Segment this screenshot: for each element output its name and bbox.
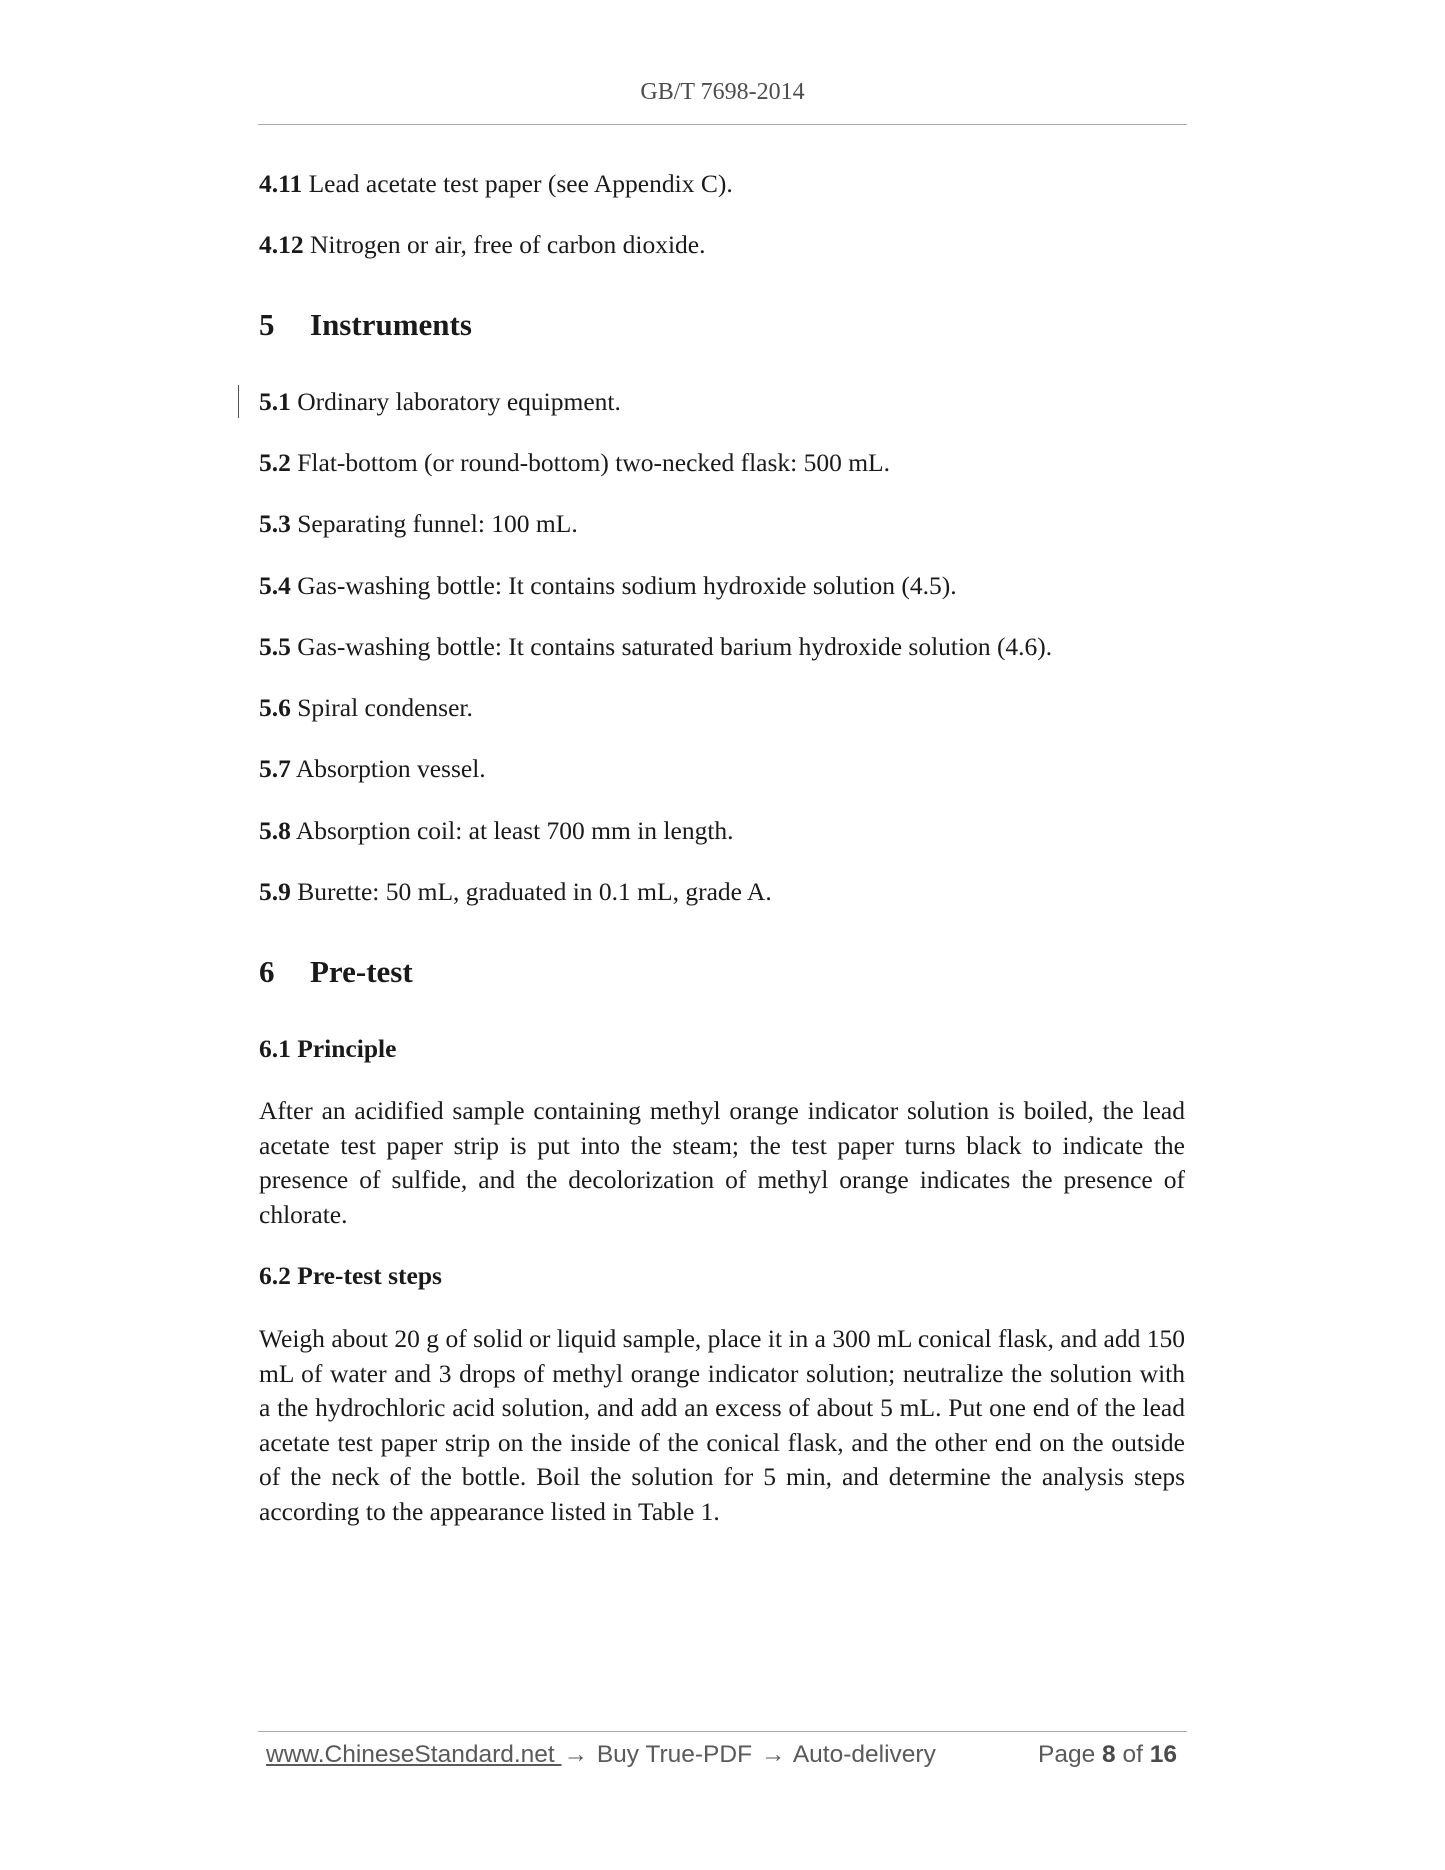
item-text: Gas-washing bottle: It contains saturated barium hydroxide solution (4.6). [290, 632, 1053, 661]
arrow-right-icon: → [563, 1741, 589, 1768]
item-text: Ordinary laboratory equipment. [290, 387, 621, 416]
section-title: Pre-test [310, 954, 413, 989]
item-number: 5.5 [259, 632, 291, 661]
item-number: 5.1 [259, 387, 291, 416]
item-text: Burette: 50 mL, graduated in 0.1 mL, grade A. [290, 877, 772, 906]
item-5-2 [259, 448, 890, 478]
footer-divider [258, 1731, 1187, 1732]
item-text: Separating funnel: 100 mL. [290, 509, 578, 538]
header-divider [258, 124, 1187, 125]
item-number: 4.11 [259, 169, 303, 198]
item-number: 4.12 [259, 230, 304, 259]
item-5-4 [259, 571, 957, 601]
subsection-6-2-paragraph: Weigh about 20 g of solid or liquid sample, place it in a 300 mL conical flask, and add 150 mL of water and 3 drops of methyl orange indicator solution; neutralize the solution with a the hydrochloric acid solution, and add an excess of about 5 mL. Put one end of the lead acetate test paper strip on the inside of the conical flask, and the other end on the outside of the neck of the bottle. Boil the solution for 5 min, and determine the analysis steps according to the appearance listed in Table 1. [259, 1324, 1185, 1526]
item-4-12 [259, 230, 706, 260]
page-indicator [1038, 1735, 1177, 1775]
section-number: 5 [259, 307, 275, 342]
website-link[interactable]: www.ChineseStandard.net [266, 1741, 562, 1768]
section-title: Instruments [310, 307, 472, 342]
item-number: 5.7 [259, 754, 291, 783]
section-6-heading [259, 954, 413, 990]
item-text: Flat-bottom (or round-bottom) two-necked flask: 500 mL. [290, 448, 891, 477]
page-header-title: GB/T 7698-2014 [640, 79, 805, 105]
item-number: 5.2 [259, 448, 291, 477]
item-5-8 [259, 816, 734, 846]
page-total: 16 [1149, 1741, 1177, 1768]
subsection-6-1-paragraph: After an acidified sample containing methyl orange indicator solution is boiled, the lead acetate test paper strip is put into the steam; the test paper turns black to indicate the presence of sulfide, and the decolorization of methyl orange indicates the presence of chlorate. [259, 1096, 1185, 1229]
page-of-label: of [1122, 1741, 1143, 1768]
arrow-right-icon: → [760, 1741, 786, 1768]
page-label: Page [1038, 1741, 1096, 1768]
item-4-11 [259, 169, 733, 199]
item-5-1 [259, 387, 621, 417]
buy-true-pdf-link[interactable]: Buy True-PDF [596, 1741, 753, 1768]
revision-marker [238, 385, 239, 418]
item-number: 5.3 [259, 509, 291, 538]
subsection-6-2-heading: 6.2 Pre-test steps [259, 1261, 442, 1290]
item-text: Lead acetate test paper (see Appendix C). [302, 169, 733, 198]
subsection-6-1-heading: 6.1 Principle [259, 1034, 397, 1063]
item-5-3 [259, 509, 578, 539]
section-number: 6 [259, 954, 275, 989]
auto-delivery-text: Auto-delivery [792, 1741, 936, 1768]
item-number: 5.4 [259, 571, 291, 600]
item-text: Gas-washing bottle: It contains sodium hydroxide solution (4.5). [290, 571, 957, 600]
item-number: 5.9 [259, 877, 291, 906]
item-text: Spiral condenser. [290, 693, 473, 722]
item-5-7 [259, 754, 486, 784]
page-current: 8 [1102, 1741, 1116, 1768]
section-5-heading [259, 307, 472, 343]
item-number: 5.8 [259, 816, 291, 845]
page-footer [266, 1735, 1177, 1775]
item-5-6 [259, 693, 473, 723]
item-text: Nitrogen or air, free of carbon dioxide. [303, 230, 706, 259]
item-5-9 [259, 877, 772, 907]
item-number: 5.6 [259, 693, 291, 722]
item-text: Absorption coil: at least 700 mm in length. [290, 816, 734, 845]
item-text: Absorption vessel. [290, 754, 486, 783]
item-5-5 [259, 632, 1052, 662]
